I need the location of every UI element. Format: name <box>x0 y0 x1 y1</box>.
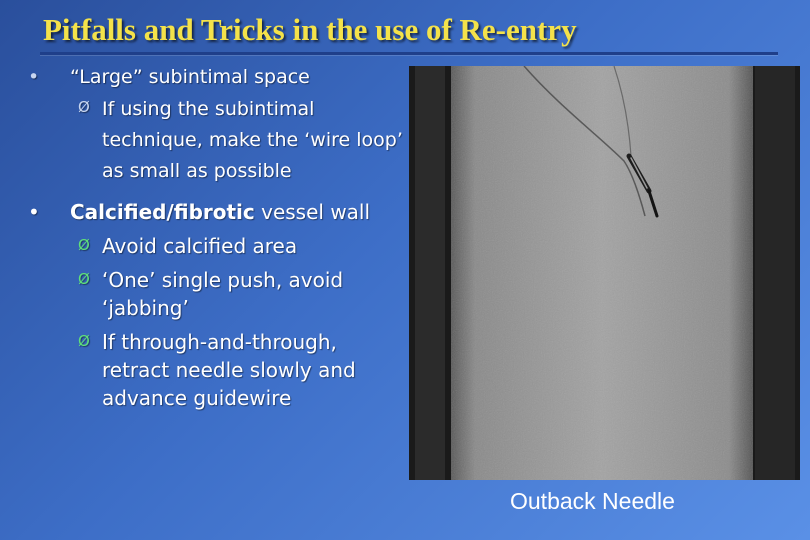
angiography-svg <box>409 66 800 480</box>
bullet-text: “Large” subintimal space <box>70 66 310 88</box>
arrow-bullet-icon: Ø <box>78 332 90 350</box>
title-underline <box>40 52 778 55</box>
bullet-text-rest: vessel wall <box>254 200 371 224</box>
arrow-bullet-icon: Ø <box>78 236 90 254</box>
sub-item <box>28 328 408 412</box>
sub-item-text: If using the subintimal technique, make the ‘wire loop’ as small as possible <box>102 98 403 182</box>
bullet-marker: • <box>28 66 40 88</box>
bullet-marker: • <box>28 200 40 224</box>
arrow-bullet-icon: Ø <box>78 98 90 116</box>
bullet-text-bold: Calcified/fibrotic <box>70 200 255 224</box>
angiography-image <box>409 66 800 480</box>
sub-item-text: Avoid calcified area <box>102 234 298 258</box>
xray-grain <box>451 66 753 480</box>
sub-item-text: ‘One’ single push, avoid ‘jabbing’ <box>102 268 344 320</box>
xray-right-band <box>755 66 795 480</box>
bullet-item-subintimal <box>28 64 408 187</box>
sub-item-text: If through-and-through, retract needle slowly and advance guidewire <box>102 330 356 410</box>
bullet-text <box>70 199 408 226</box>
bullet-item-calcified <box>28 199 408 412</box>
slide-title: Pitfalls and Tricks in the use of Re-entry <box>43 12 577 47</box>
arrow-bullet-icon: Ø <box>78 270 90 288</box>
image-caption: Outback Needle <box>510 488 675 514</box>
sub-item <box>28 232 408 260</box>
bullet-list <box>28 64 408 412</box>
sub-item <box>28 94 408 187</box>
xray-left-band <box>415 66 445 480</box>
sub-item <box>28 266 408 322</box>
